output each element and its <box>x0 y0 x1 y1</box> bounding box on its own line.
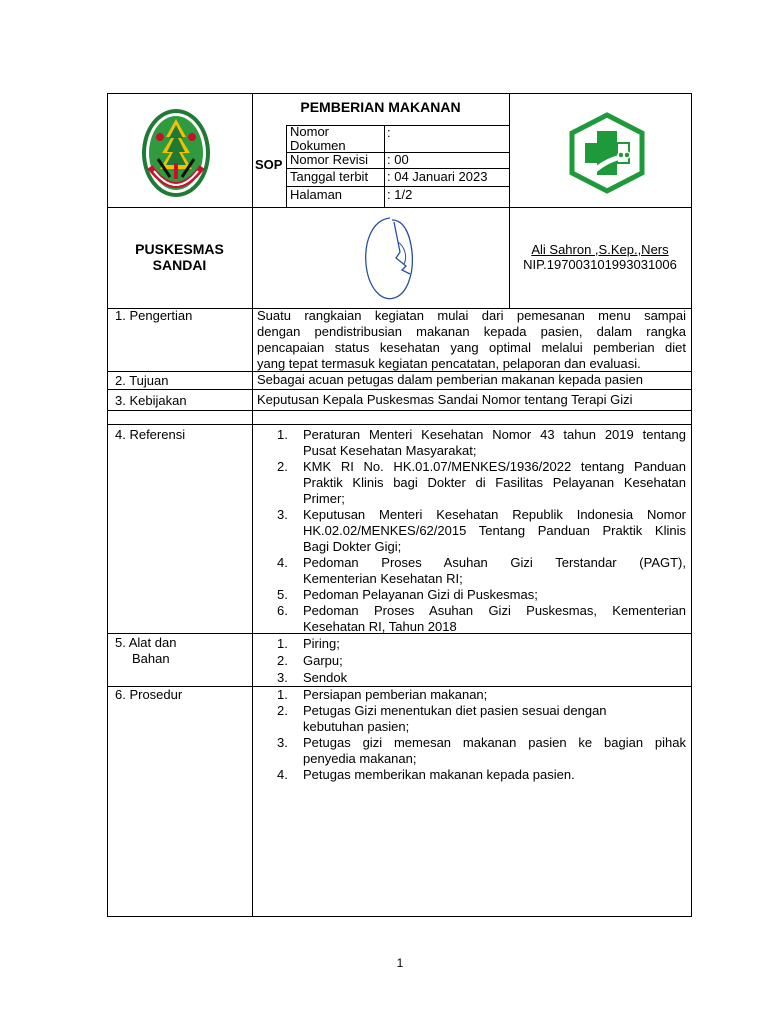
list-item: 2. Garpu; <box>277 653 343 668</box>
list-item: 3. Keputusan Menteri Kesehatan Republik Indonesia Nomor HK.02.02/MENKES/62/2015 Tentang Panduan Praktik Klinis Bagi Dokter Gigi; <box>277 507 686 554</box>
meta-value-nomor-dokumen: : <box>387 125 391 140</box>
section-label-pengertian: 1. Pengertian <box>115 308 193 323</box>
section-label-alat-line2: Bahan <box>132 651 170 666</box>
meta-label-nomor-dokumen: Nomor Dokumen <box>290 124 346 153</box>
list-item: 1. Persiapan pemberian makanan; <box>277 687 488 702</box>
list-item: 2. Petugas Gizi menentukan diet pasien sesuai dengan kebutuhan pasien; <box>277 703 607 734</box>
list-item: 1. Peraturan Menteri Kesehatan Nomor 43 tahun 2019 tentang Pusat Kesehatan Masyarakat; <box>277 427 686 458</box>
page-number: 1 <box>396 956 404 970</box>
institution-name-line1: PUSKESMAS <box>135 241 224 257</box>
list-item: 6. Pedoman Proses Asuhan Gizi Puskesmas, Kementerian Kesehatan RI, Tahun 2018 <box>277 603 686 634</box>
sop-label: SOP <box>255 157 283 172</box>
meta-label-halaman: Halaman <box>290 187 343 202</box>
puskesmas-logo <box>566 112 648 194</box>
pengertian-text: Suatu rangkaian kegiatan mulai dari pemesanan menu sampai dengan pendistribusian makanan kepada pasien, dalam rangka pencapaian status kesehatan yang optimal melalui pemberian diet yang tepat termasuk kegiatan pencatatan, pelaporan dan evaluasi. <box>257 308 686 371</box>
list-item: 2. KMK RI No. HK.01.07/MENKES/1936/2022 tentang Panduan Praktik Klinis bagi Dokter di Fasilitas Pelayanan Kesehatan Primer; <box>277 459 686 506</box>
meta-value-nomor-revisi: : 00 <box>387 152 409 167</box>
kebijakan-text: Keputusan Kepala Puskesmas Sandai Nomor tentang Terapi Gizi <box>257 392 633 407</box>
signatory-nip: NIP.197003101993031006 <box>523 257 677 272</box>
list-item: 3. Sendok <box>277 670 348 685</box>
section-label-kebijakan: 3. Kebijakan <box>115 393 187 408</box>
regency-seal-logo <box>140 107 212 199</box>
signatory-name: Ali Sahron ,S.Kep.,Ners <box>531 242 669 257</box>
list-item: 3. Petugas gizi memesan makanan pasien ke bagian pihak penyedia makanan; <box>277 735 686 766</box>
alat-list <box>257 635 686 686</box>
section-label-tujuan: 2. Tujuan <box>115 373 169 388</box>
meta-value-halaman: : 1/2 <box>387 187 413 202</box>
section-label-alat-line1: 5. Alat dan <box>115 635 177 650</box>
document-title: PEMBERIAN MAKANAN <box>300 99 461 115</box>
list-item: 5. Pedoman Pelayanan Gizi di Puskesmas; <box>277 587 538 602</box>
meta-label-tanggal-terbit: Tanggal terbit <box>290 169 369 184</box>
referensi-list <box>257 427 686 635</box>
meta-value-tanggal-terbit: : 04 Januari 2023 <box>387 169 488 184</box>
tujuan-text: Sebagai acuan petugas dalam pemberian makanan kepada pasien <box>257 372 643 387</box>
list-item: 1. Piring; <box>277 636 340 651</box>
prosedur-list <box>257 687 686 783</box>
list-item: 4. Petugas memberikan makanan kepada pasien. <box>277 767 575 782</box>
section-label-referensi: 4. Referensi <box>115 427 186 442</box>
section-label-prosedur: 6. Prosedur <box>115 687 183 702</box>
list-item: 4. Pedoman Proses Asuhan Gizi Terstandar (PAGT), Kementerian Kesehatan RI; <box>277 555 686 586</box>
meta-label-nomor-revisi: Nomor Revisi <box>290 152 369 167</box>
signature-image <box>360 212 422 304</box>
institution-name-line2: SANDAI <box>152 257 207 273</box>
